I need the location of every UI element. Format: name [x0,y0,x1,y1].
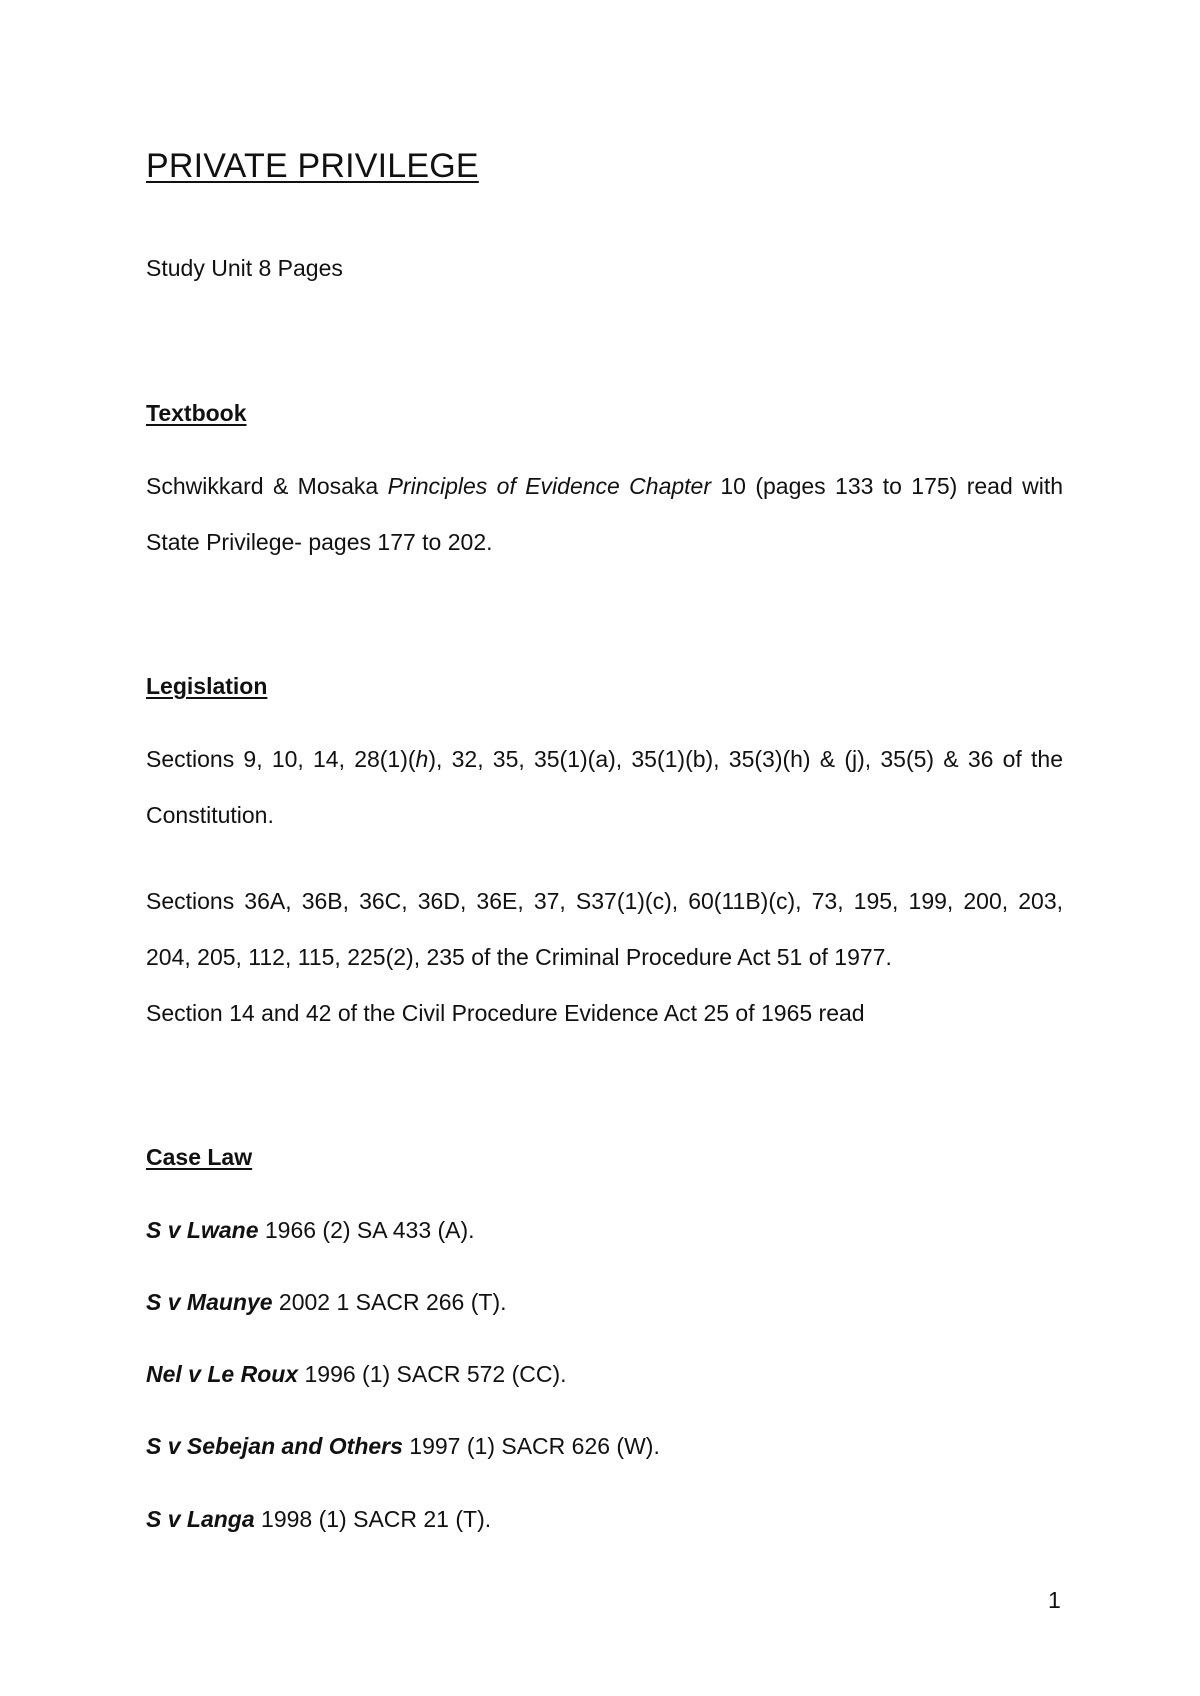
legislation-constitution-italic: h [415,746,429,772]
case-law-heading: Case Law [146,1144,253,1170]
case-entry [146,1216,475,1244]
legislation-civil-procedure: Section 14 and 42 of the Civil Procedure Evidence Act 25 of 1965 read [146,1000,865,1026]
case-entry [146,1288,507,1316]
page-title: PRIVATE PRIVILEGE [146,147,479,185]
textbook-details: 10 (pages 133 to 175) read with State Privilege- pages 177 to 202. [146,473,1064,555]
study-unit-label: Study Unit 8 Pages [146,255,343,281]
legislation-heading: Legislation [146,673,268,699]
textbook-authors: Schwikkard & Mosaka [146,473,388,499]
case-name: S v Lwane [146,1217,259,1243]
legislation-constitution [146,731,1063,843]
legislation-criminal-procedure: Sections 36A, 36B, 36C, 36D, 36E, 37, S37(1)(c), 60(11B)(c), 73, 195, 199, 200, 203, 204, 205, 112, 115, 225(2), 235 of the Criminal Procedure Act 51 of 1977. [146,888,1063,970]
case-citation: 2002 1 SACR 266 (T). [272,1289,507,1315]
case-name: Nel v Le Roux [146,1361,299,1387]
case-citation: 1998 (1) SACR 21 (T). [254,1506,492,1532]
case-name: S v Sebejan and Others [146,1433,403,1459]
textbook-reference [146,458,1063,570]
case-entry [146,1505,491,1533]
legislation-constitution-end: ), 32, 35, 35(1)(a), 35(1)(b), 35(3)(h) & (j), 35(5) & 36 of the Constitution. [146,746,1063,828]
case-name: S v Maunye [146,1289,273,1315]
legislation-constitution-start: Sections 9, 10, 14, 28(1)( [146,746,416,772]
textbook-heading: Textbook [146,400,247,426]
case-entry [146,1432,660,1460]
textbook-book-title: Principles of Evidence Chapter [387,473,712,499]
case-citation: 1966 (2) SA 433 (A). [258,1217,475,1243]
case-entry [146,1360,567,1388]
case-citation: 1996 (1) SACR 572 (CC). [298,1361,567,1387]
page-number: 1 [1048,1587,1061,1613]
case-name: S v Langa [146,1506,255,1532]
case-citation: 1997 (1) SACR 626 (W). [402,1433,660,1459]
